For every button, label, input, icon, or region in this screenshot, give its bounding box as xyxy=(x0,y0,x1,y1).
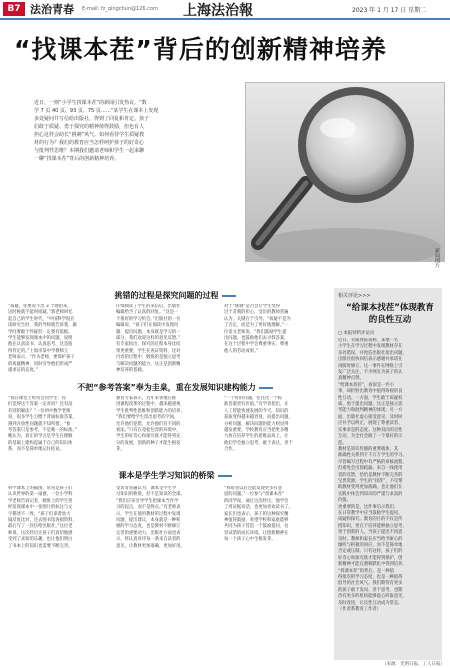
lead-line: 一聊“找课本茬”背后的创新精神培养。 xyxy=(34,156,120,162)
heading-rule xyxy=(259,387,273,389)
body-text-line: 面，出版社虚心接受意见、及时回 xyxy=(338,414,403,420)
body-text-line: 但难免会出现疏漏。来自一线使用 xyxy=(338,466,403,472)
body-text-line: 们觉得这个答案一定对吗？还有没 xyxy=(8,402,73,408)
body-text-line: 读研究生时，我的导师就告诉我，做 xyxy=(8,323,77,329)
body-text-line: 有专家指出，探究的过程本身比结 xyxy=(116,342,181,348)
body-text-line: “一个好的问题，往往比一个标 xyxy=(224,396,283,401)
body-text-line: 示，学生在使用教材的过程中发现 xyxy=(116,511,181,517)
body-text-line: 教材是知识传播的重要载体，其 xyxy=(338,446,399,452)
section-name: 法治青春 xyxy=(30,3,74,16)
body-text-line: 及时改进，让良性互动成为常态。 xyxy=(338,600,403,606)
body-text-line: “给课本找茬”，看似是一件小 xyxy=(338,382,395,388)
body-text-line: 他们学会独立思考、敢于表达、善于 xyxy=(224,440,293,446)
lead-line: 担心这样会助长“挑刺”风气。如何看待学生质疑教 xyxy=(34,132,145,138)
section-3-col-3 xyxy=(224,486,328,552)
body-text-line: 家长们也表示，孩子的这种探究精 xyxy=(224,511,289,517)
body-text-line: 芽。 xyxy=(116,447,125,453)
body-text-line: 学老师告诉记者，她班上的学生曾 xyxy=(8,498,73,504)
body-text-line: 受到了求知的乐趣，也让他们明白 xyxy=(8,537,73,543)
body-text-line: （作者系教育工作者） xyxy=(338,607,381,613)
body-text-line: 者的反馈，恰恰是教材不断完善的 xyxy=(338,472,403,478)
section-1-col-1 xyxy=(8,304,112,376)
body-text-line: 完善的重要动力。出版社方面也表 xyxy=(116,530,181,536)
lead-line: 与批判性思维？本期我们邀请老师和学生一起来聊 xyxy=(34,148,145,154)
body-text-line: 过于苛刻的担心，受访的教师普遍 xyxy=(224,310,289,316)
body-text-line: 容试错的成长环境，让创新精神在 xyxy=(224,530,289,536)
body-text-line: 位语文老师说，“我们鼓励学生提 xyxy=(224,329,287,335)
body-text-line: 进课程改革的过程中，越来越重视 xyxy=(116,402,181,408)
body-text-line: 仔细阅读了学生的来信后，出版社 xyxy=(116,304,181,309)
body-text-line: 质疑和探究。教育的目的不仅是传 xyxy=(338,517,403,523)
body-text-line: 共同为孩子营造一个鼓励提问、包 xyxy=(224,524,289,530)
body-text-line: 学生批判性思维和创新能力的培养。 xyxy=(116,408,185,414)
body-text-line: 个很好的学习机会。”出版社的一位 xyxy=(116,316,181,322)
body-text-line: “我在课堂上经常会问学生：你 xyxy=(8,396,67,401)
body-text-line: 分析问题、解决问题的能力则显得 xyxy=(224,421,289,427)
section-1-title: 挑错的过程是探究问题的过程 xyxy=(114,291,219,300)
body-text-line: 看法。”只有在宽松包容的环境中， xyxy=(116,428,181,434)
body-text-line: “找课本茬”的背后，是一种值 xyxy=(338,568,395,574)
newspaper-logo: 上海法治報 xyxy=(183,3,253,19)
body-text-line: 真精神点赞。 xyxy=(338,376,364,382)
body-text-line: 受访者普遍认为，课本是学生学 xyxy=(116,486,177,491)
lead-line: 们敢于质疑、勇于探究的精神值得鼓励，但也有人 xyxy=(34,124,145,130)
body-text-line: 合作。 xyxy=(224,447,237,453)
source-note: （来源：光明日报、工人日报） xyxy=(382,662,445,667)
body-text-line: 在日常教学中应当鼓励学生提问、 xyxy=(338,510,403,516)
body-text-line: 再版时修订。这一事件在网络上引 xyxy=(338,363,403,369)
body-text-line: 在这个过程中学会尊重事实、尊重 xyxy=(224,342,289,348)
body-text-line: 准答案更有价值。”有学者指出，在 xyxy=(224,402,289,408)
section-3-heading xyxy=(60,470,290,481)
magnifying-glass-icon xyxy=(246,83,444,261)
lead-line: 材的行为？我们的教育应当怎样呵护孩子的好奇心 xyxy=(34,140,145,146)
body-text-line: 谨求证的态度。” xyxy=(8,368,39,374)
body-text-line: 越发重要。学校教育应当把更多精 xyxy=(224,428,289,434)
body-text-line: 勇于创新的人。当孩子提出不同意 xyxy=(338,530,403,536)
body-text-line: 了用证据说话，也更加喜欢读书了。 xyxy=(224,505,293,511)
body-text-line: 的同学说，通过这次经历，他学会 xyxy=(224,498,289,504)
body-text-line: 思的问题。”一位参与“找课本茬” xyxy=(224,492,285,498)
body-text-line: 出版社很快回信表示感谢并承诺在 xyxy=(338,357,403,363)
body-text-line: 近日，有媒体报道称，某地一名 xyxy=(338,338,399,343)
issue-date: 2023 年 1 月 17 日 星期二 xyxy=(352,7,427,14)
body-text-line: 互动，为全社会做了一个很好的示 xyxy=(338,434,403,440)
body-text-line: “我们应该引导学生把课本当作学 xyxy=(116,498,179,504)
body-text-line: 得推崇的学习态度，也是一种值得 xyxy=(338,575,403,581)
body-text-line: 助教材变得更加准确，也让他们在 xyxy=(338,485,403,491)
body-text-line: 师说，这次经历让孩子们真切地感 xyxy=(8,530,73,536)
lead-line: 学 7 页 40 页、93 页、75 页……”某学生在课本上发现 xyxy=(34,108,159,114)
body-text-line: 认为，关键在于引导。“质疑不是为 xyxy=(224,316,291,322)
body-text-line: “我希望以后还能发现更多有意 xyxy=(224,486,283,491)
body-text-line: 出问题，也鼓励他们去寻找答案， xyxy=(224,336,289,342)
body-text-line: 人工智能快速发展的今天，知识的 xyxy=(224,408,289,414)
body-text-line: 神培养的基础。 xyxy=(116,368,147,374)
body-text-line: 镜反复比对，还去图书馆查阅资料， xyxy=(8,518,77,524)
section-1-col-2 xyxy=(116,304,220,376)
body-text-line: 允许他们犯错，允许他们有不同的 xyxy=(116,421,181,427)
commentary-body xyxy=(338,338,438,654)
commentary-author: □ 本报特约评论员 xyxy=(338,331,375,336)
body-text-line: 他人的劳动成果。” xyxy=(224,348,259,354)
body-text-line: 威、勇于提出问题，这正是独立思 xyxy=(338,402,403,408)
body-text-line: 遇到开放性问题就不知所措，“参 xyxy=(8,421,71,427)
body-text-line: 学问要敢于怀疑但一定要有依据。 xyxy=(8,329,73,335)
body-text-line: 神值得鼓励，希望学校和家庭能够 xyxy=(224,518,289,524)
body-text-line: 学生的好奇心和探究欲才能得到充 xyxy=(116,434,181,440)
body-text-line: 的质疑精神，同时引导他们形成严 xyxy=(8,361,73,367)
body-text-line: 新精神才能在潜移默化中得到培养。 xyxy=(338,562,407,568)
body-text-line: 极的学习态度，也是教材不断修订 xyxy=(116,524,181,530)
body-text-line: 每一个孩子心中生根发芽。 xyxy=(224,537,276,543)
body-text-line: 宝贵资源。学生的“找茬”，不仅帮 xyxy=(338,478,403,484)
body-text-line: 发广泛关注，不少网友为孩子的认 xyxy=(338,370,403,376)
body-text-line: 认识世界的第一扇窗。一位小学科 xyxy=(8,492,73,498)
body-text-line: 示，将认真对待每一条来自读者的 xyxy=(116,537,181,543)
body-text-line: 了书本上的知识也需要不断完善。 xyxy=(8,543,73,549)
body-text-line: 最后写了一封信给出版社。”这位老 xyxy=(8,524,73,530)
body-text-line: 准确性关系到千千万万学生的学习。 xyxy=(338,453,407,459)
body-text-line: 分的发展，创新的种子才能生根发 xyxy=(116,440,181,446)
photo-credit: 新闻图片 xyxy=(434,248,440,268)
body-text-line: 系，而不是简单地记住结论。 xyxy=(8,447,64,453)
body-text-line: 他在认真读书、认真思考，这是值 xyxy=(8,342,73,348)
body-text-line: “我们要给学生留出思考的空间， xyxy=(116,415,179,421)
body-text-line: “质疑，你要说不出 3 个理由来， xyxy=(8,304,72,309)
body-text-line: 考能力和批判精神的体现；另一方 xyxy=(338,408,403,414)
section-3-col-1 xyxy=(8,486,112,552)
body-text-line: 有别的解法？”一位初中数学老师 xyxy=(8,408,71,414)
heading-rule xyxy=(218,475,232,477)
body-text-line: 字描述不一致，“孩子们拿着放大 xyxy=(8,511,71,517)
section-email: E-mail: fz_qingchun@126.com xyxy=(82,6,158,12)
body-text-line: 考答案只是参考，不是唯一的标准。” xyxy=(8,428,77,434)
body-text-line: 老师表示，“作为老师，要保护孩子 xyxy=(8,355,75,361)
body-text-line: 尽管编写过程中有严格的审核流程， xyxy=(338,459,407,465)
body-text-line: 部分，我们欢迎这样的意见反馈。” xyxy=(116,336,181,342)
section-2-col-2 xyxy=(116,396,220,456)
body-text-line: 力放在培养学生的思维品质上，让 xyxy=(224,434,289,440)
body-text-line: 倡导的社会风气。我们期待有更多 xyxy=(338,581,403,587)
body-text-line: 的孩子敢于发问、善于思考，也期 xyxy=(338,587,403,593)
body-text-line: 教育专家表示，近年来各地在推 xyxy=(116,396,177,401)
body-text-line: 性互动。一方面，学生敢于质疑权 xyxy=(338,395,403,401)
body-text-line: 授知识，更在于培养能够独立思考、 xyxy=(338,523,407,529)
body-text-line: 与解决问题的能力，这正是创新精 xyxy=(116,361,181,367)
lead-paragraph xyxy=(34,99,244,163)
body-text-line: 她认为，真正的学习是学生在理解 xyxy=(8,434,73,440)
body-text-line: 待有更多的机构能够虚心听取意见、 xyxy=(338,594,407,600)
body-text-line: 事，却折射出教育中值得珍视的良 xyxy=(338,389,403,395)
commentary-label: 相关评论>>> xyxy=(338,293,371,299)
heading-rule xyxy=(222,295,236,297)
section-3-col-2 xyxy=(116,486,220,552)
body-text-line: 意见，让教材更加准确、更加好用。 xyxy=(116,543,185,549)
body-text-line: 对于“挑刺”是否会让学生变得 xyxy=(224,304,281,309)
body-text-line: 更重要的是，这件事启示我们， xyxy=(338,504,399,510)
body-text-line: 见时，教师和家长应当给予耐心的 xyxy=(338,536,403,542)
body-text-line: 的基础上建构起属于自己的知识体 xyxy=(8,440,73,446)
body-text-line: 问题、提出建议，本身就是一种积 xyxy=(116,518,181,524)
body-text-line: 多处错误，并致信出版社指出问题， xyxy=(338,350,407,356)
body-text-line: 题、提出问题，本身就是学习的一 xyxy=(116,329,181,335)
body-text-line: 经发现课本中一张图片的标注与文 xyxy=(8,505,73,511)
body-text-line: 这时候就不能叫质疑。”郭老师回忆 xyxy=(8,310,73,316)
body-text-line: 编辑说，“孩子们在阅读中发现问 xyxy=(116,323,179,329)
lead-line: 多处疑问并写信给出版社，得到了回复和肯定。孩子 xyxy=(34,116,150,122)
section-3-title: 课本是学生学习知识的桥梁 xyxy=(118,471,215,480)
body-text-line: 习知识的桥梁，但不是知识的全部。 xyxy=(116,492,185,498)
body-text-line: 学生能够发现课本中的问题，说明 xyxy=(8,336,73,342)
body-text-line: 价值。 xyxy=(338,498,351,504)
body-text-line: 实事求是的态度。这种双向的良性 xyxy=(338,427,403,433)
body-text-line: 实践中体会到知识的严谨与求真的 xyxy=(338,491,403,497)
lead-line: 近日，一则“小学生找课本茬”的新闻引发热议。“数 xyxy=(34,100,147,106)
page-number-badge: B7 xyxy=(3,2,25,16)
body-text-line: 编辑给予了认真的回复。“这是一 xyxy=(116,310,179,316)
body-text-line: 得肯定的。”上海市某中学教师王 xyxy=(8,348,69,354)
body-text-line: 倾听与积极的回应，而不是简单地 xyxy=(338,543,403,548)
body-text-line: 小学生在学习过程中发现教材存在 xyxy=(338,344,403,350)
body-text-line: 果更重要，学生在查证资料、比对 xyxy=(116,348,181,354)
section-1-heading xyxy=(60,290,290,301)
page-headline: “找课本茬”背后的创新精神培养 xyxy=(14,35,387,64)
body-text-line: 内容的过程中，锻炼的是独立思考 xyxy=(116,355,181,361)
body-text-line: 好奇心和探究欲才能得到保护，创 xyxy=(338,555,403,561)
section-2-title: 不把“参考答案”奉为圭臬，重在发展知识建构能力 xyxy=(77,383,256,392)
body-text-line: 应并予以纠正，展现了尊重读者、 xyxy=(338,421,403,427)
body-text-line: 科学课本上的插图，常常是孩子们 xyxy=(8,486,73,491)
section-2-col-3 xyxy=(224,396,328,456)
body-text-line: 习的起点，而不是终点。”有老师表 xyxy=(116,505,181,511)
body-text-line: 说，很多学生习惯于背诵标准答案， xyxy=(8,415,77,421)
section-1-col-3 xyxy=(224,304,328,376)
body-text-line: 获取变得越来越容易，而提出问题、 xyxy=(224,415,293,421)
body-text-line: 起自己的学生时代，“中国科学院在 xyxy=(8,316,75,322)
commentary-title: “给课本找茬”体现教育的良性互动 xyxy=(346,303,434,325)
body-text-line: 了否定，而是为了更好地理解。”一 xyxy=(224,323,289,329)
section-2-col-1 xyxy=(8,396,112,456)
section-2-heading xyxy=(20,382,330,393)
magnifier-photo xyxy=(245,82,445,262)
body-text-line: 否定或压制。只有这样，孩子们的 xyxy=(338,549,403,555)
body-text-line: 范。 xyxy=(338,440,347,446)
